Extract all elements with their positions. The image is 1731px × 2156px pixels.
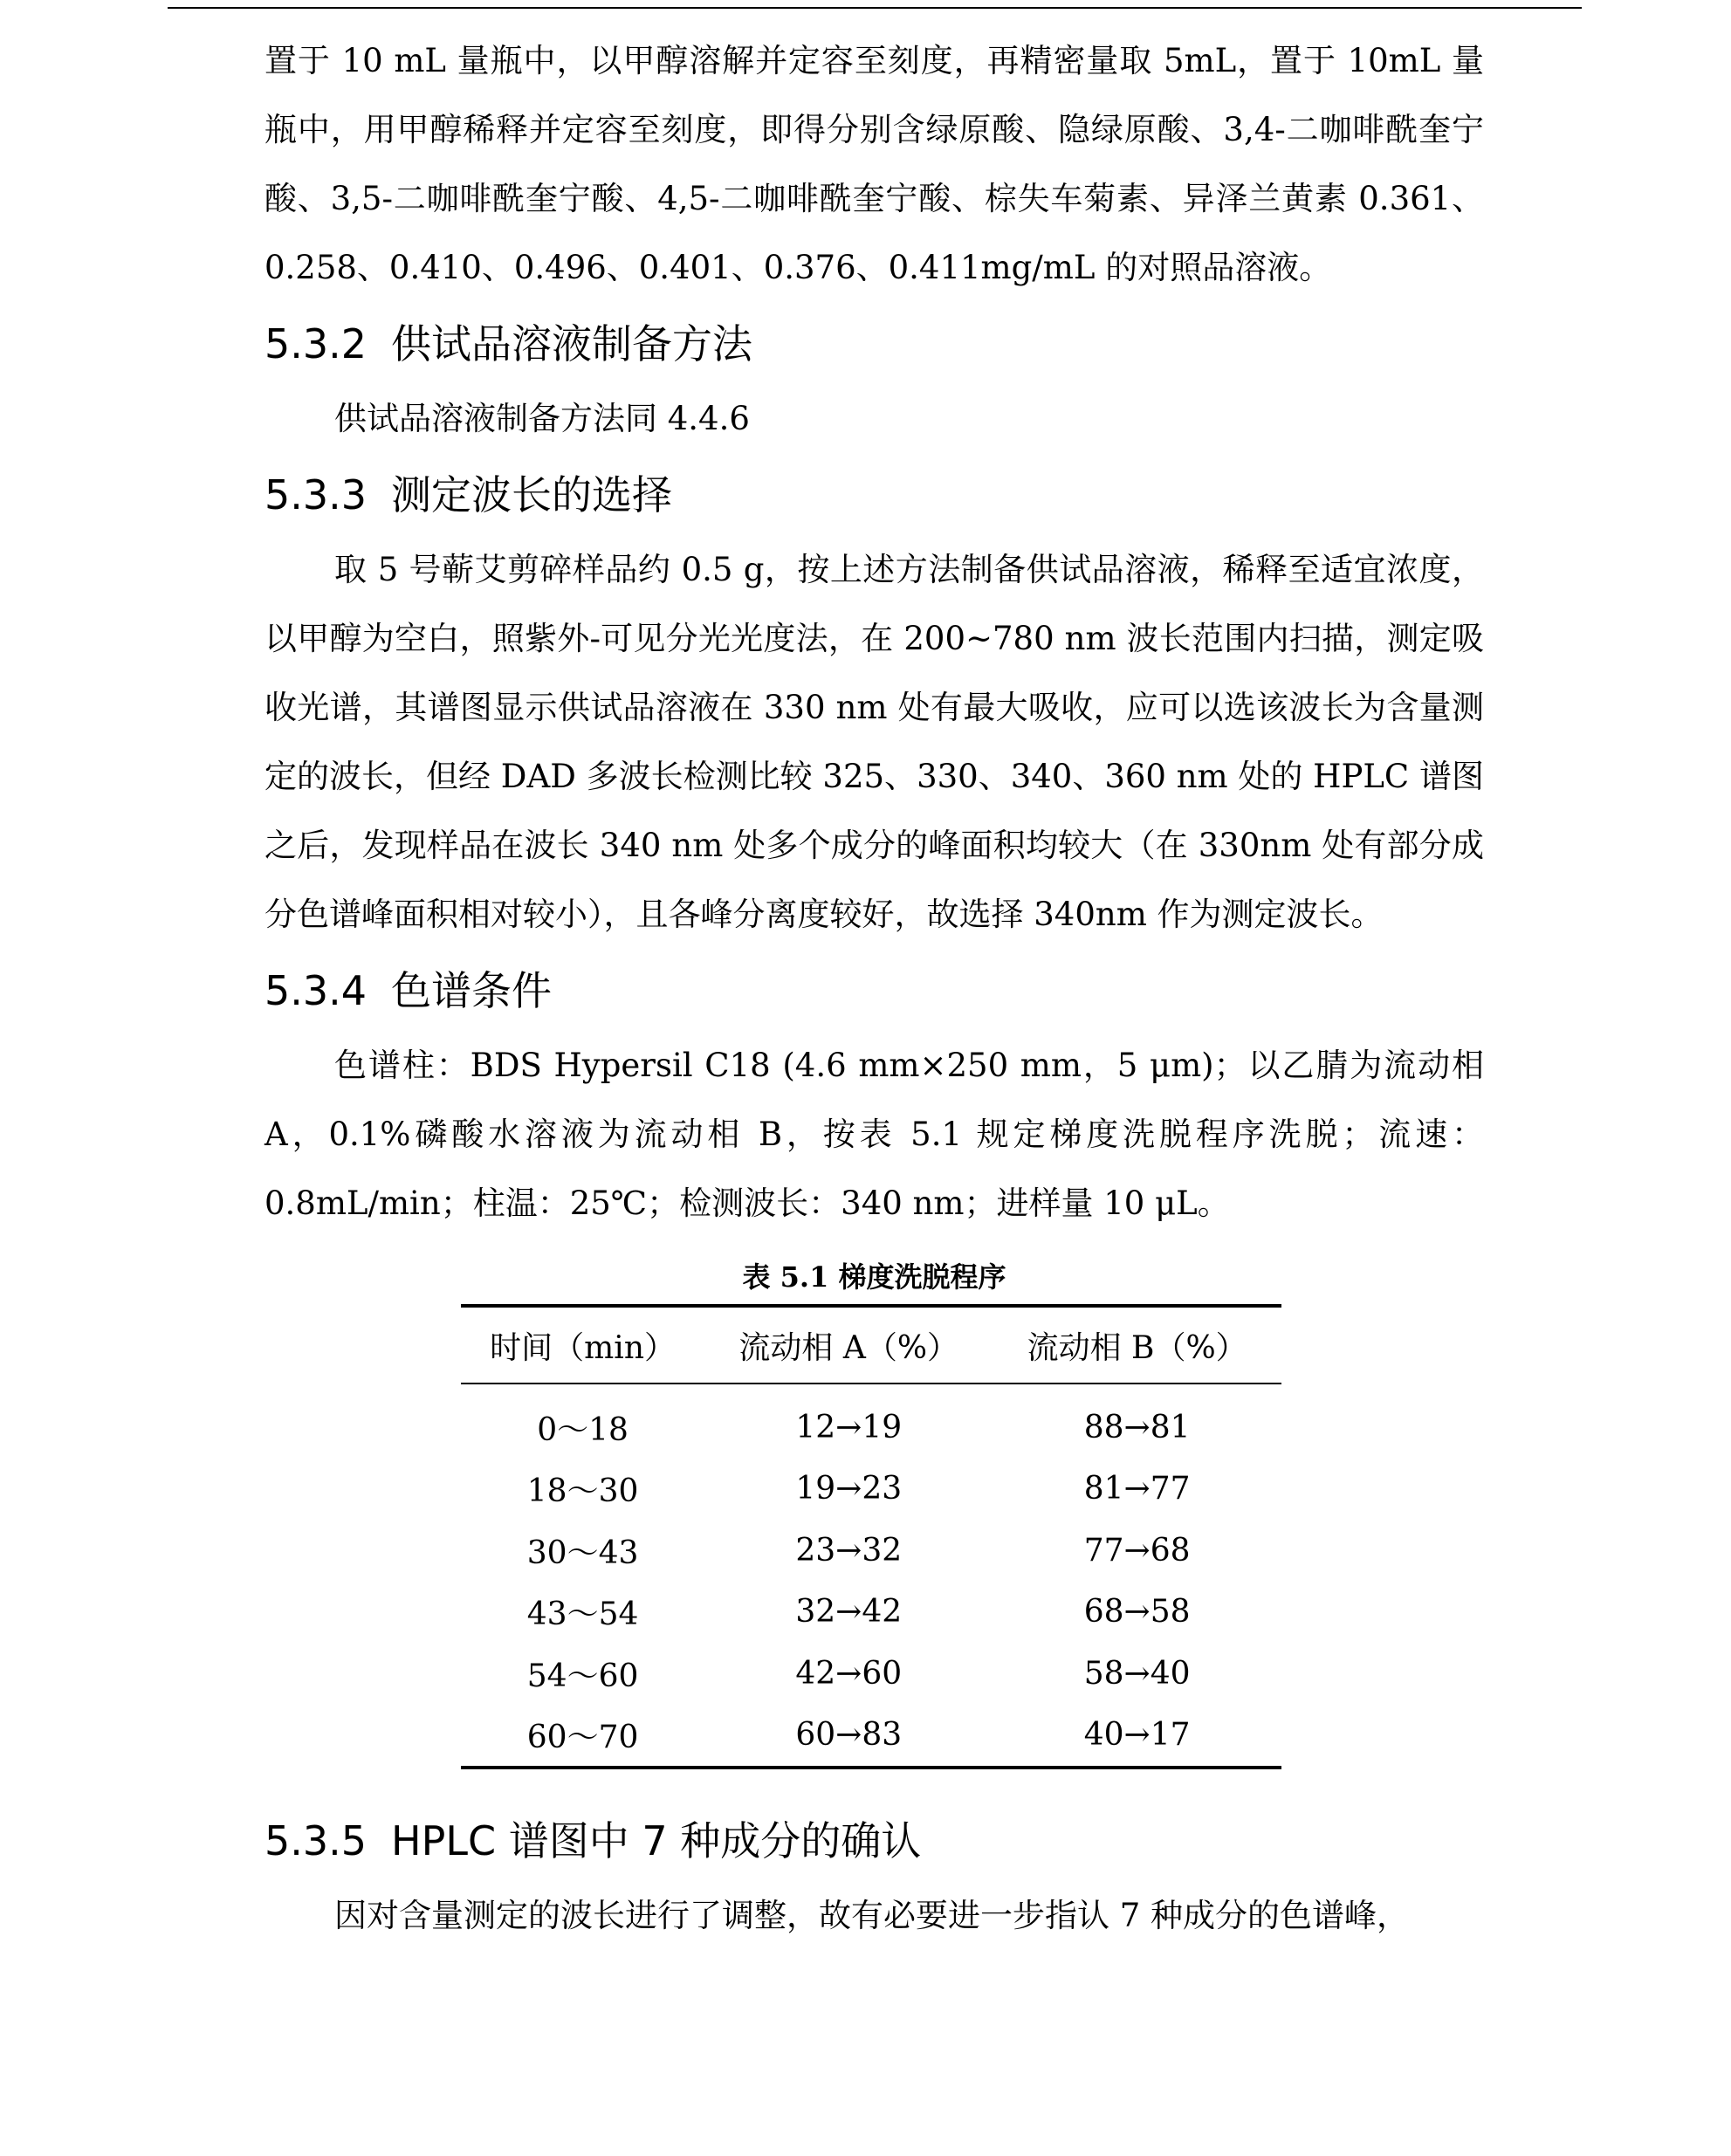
cell-phase-b: 88→81 bbox=[1083, 1409, 1191, 1445]
section-heading-5-3-2 bbox=[264, 302, 1484, 384]
cell-phase-b: 58→40 bbox=[1083, 1655, 1191, 1692]
section-number: 5.3.4 bbox=[264, 967, 367, 1014]
table-row bbox=[461, 1643, 1281, 1705]
table-row bbox=[461, 1705, 1281, 1768]
header-phase-b: 流动相 B（%） bbox=[1027, 1329, 1247, 1366]
cell-phase-a: 23→32 bbox=[795, 1532, 903, 1569]
section-5-3-2-body: 供试品溶液制备方法同 4.4.6 bbox=[334, 400, 750, 437]
cell-phase-a: 42→60 bbox=[795, 1655, 903, 1692]
cell-phase-b: 77→68 bbox=[1083, 1532, 1191, 1569]
gradient-table-wrapper bbox=[461, 1304, 1281, 1769]
section-heading-5-3-4 bbox=[264, 949, 1484, 1031]
section-5-3-3-body: 取 5 号蕲艾剪碎样品约 0.5 g，按上述方法制备供试品溶液，稀释至适宜浓度，以甲醇为空白，照紫外-可见分光光度法，在 200~780 nm 波长范围内扫描，测定吸收光谱，其谱图显示供试品溶液在 330 nm 处有最大吸收，应可以选该波长为含量测定的波长，但经 DAD 多波长检测比较 325、330、340、360 nm 处的 HPLC 谱图之后，发现样品在波长 340 nm 处多个成分的峰面积均较大（在 330nm 处有部分成分色谱峰面积相对较小），且各峰分离度较好，故选择 340nm 作为测定波长。 bbox=[264, 551, 1484, 933]
section-title: HPLC 谱图中 7 种成分的确认 bbox=[391, 1817, 922, 1864]
cell-phase-a: 12→19 bbox=[795, 1409, 903, 1445]
section-5-3-5-body: 因对含量测定的波长进行了调整，故有必要进一步指认 7 种成分的色谱峰， bbox=[334, 1897, 1410, 1934]
section-number: 5.3.2 bbox=[264, 320, 367, 367]
section-number: 5.3.3 bbox=[264, 471, 367, 518]
cell-time: 43～54 bbox=[526, 1596, 639, 1633]
cell-phase-b: 68→58 bbox=[1083, 1594, 1191, 1631]
header-phase-a: 流动相 A（%） bbox=[738, 1329, 959, 1366]
cell-phase-a: 60→83 bbox=[795, 1717, 903, 1754]
table-row bbox=[461, 1582, 1281, 1644]
table-row bbox=[461, 1520, 1281, 1582]
table-caption: 表 5.1 梯度洗脱程序 bbox=[742, 1260, 1006, 1294]
table-header-row bbox=[461, 1306, 1281, 1384]
section-title: 测定波长的选择 bbox=[391, 471, 673, 518]
cell-phase-b: 81→77 bbox=[1083, 1471, 1191, 1507]
page-body bbox=[264, 26, 1484, 1950]
header-rule bbox=[168, 7, 1582, 9]
section-heading-5-3-3 bbox=[264, 453, 1484, 535]
section-title: 供试品溶液制备方法 bbox=[391, 320, 753, 367]
table-row bbox=[461, 1384, 1281, 1459]
section-5-3-4-body: 色谱柱：BDS Hypersil C18 (4.6 mm×250 mm，5 μm)；以乙腈为流动相 A，0.1%磷酸水溶液为流动相 B，按表 5.1 规定梯度洗脱程序洗脱；流速：0.8mL/min；柱温：25℃；检测波长：340 nm；进样量 10 μL。 bbox=[264, 1047, 1484, 1222]
cell-phase-b: 40→17 bbox=[1083, 1717, 1191, 1754]
cell-time: 0～18 bbox=[537, 1411, 629, 1448]
section-title: 色谱条件 bbox=[391, 967, 553, 1014]
cell-phase-a: 19→23 bbox=[795, 1471, 903, 1507]
cell-time: 60～70 bbox=[526, 1720, 639, 1756]
section-heading-5-3-5 bbox=[264, 1799, 1484, 1881]
table-spacer bbox=[264, 1769, 1484, 1799]
cell-time: 30～43 bbox=[526, 1535, 639, 1571]
cell-time: 18～30 bbox=[526, 1473, 639, 1510]
header-time: 时间（min） bbox=[490, 1329, 677, 1366]
intro-paragraph: 置于 10 mL 量瓶中，以甲醇溶解并定容至刻度，再精密量取 5mL，置于 10mL 量瓶中，用甲醇稀释并定容至刻度，即得分别含绿原酸、隐绿原酸、3,4-二咖啡酰奎宁酸、3,5-二咖啡酰奎宁酸、4,5-二咖啡酰奎宁酸、棕失车菊素、异泽兰黄素 0.361、0.258、0.410、0.496、0.401、0.376、0.411mg/mL 的对照品溶液。 bbox=[264, 42, 1484, 286]
cell-time: 54～60 bbox=[526, 1658, 639, 1694]
gradient-table bbox=[461, 1304, 1281, 1769]
cell-phase-a: 32→42 bbox=[795, 1594, 903, 1631]
table-row bbox=[461, 1459, 1281, 1521]
section-number: 5.3.5 bbox=[264, 1817, 367, 1864]
